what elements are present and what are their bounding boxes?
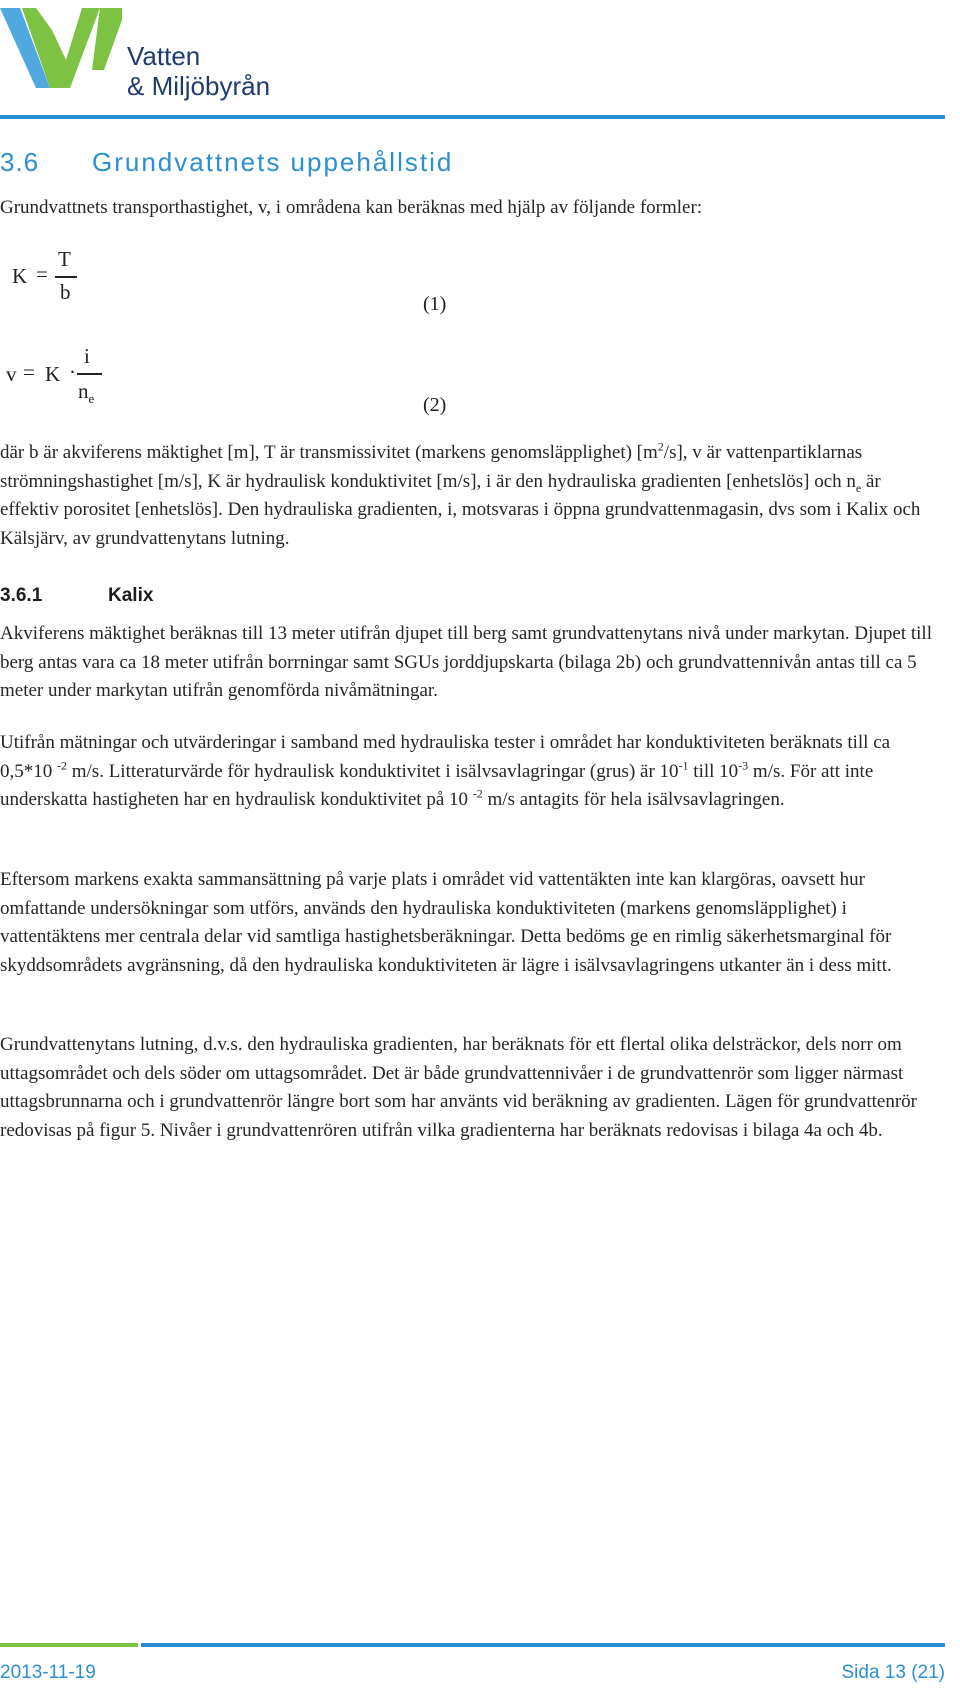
definition-text-2: /s], v är vattenpartiklarnas strömningshastighet [m/s], K är hydraulisk konduktivitet [m/s], i är den hydrauliska gradienten [enhetslös] och n: [0, 442, 863, 492]
section-heading: [0, 147, 453, 178]
formula-2-den-sub: e: [88, 391, 95, 407]
definition-sup-1: 2: [657, 439, 664, 454]
section-number: 3.6: [0, 147, 40, 177]
formula-1-fraction-bar: [55, 276, 77, 278]
logo-wordmark: [127, 41, 270, 101]
header-rule: [0, 115, 945, 119]
company-logo: [0, 0, 271, 101]
p2-text-e: m/s antagits för hela isälvsavlagringen.: [482, 789, 785, 810]
subsection-title: Kalix: [108, 585, 154, 606]
formula-2-den-base: n: [78, 379, 89, 403]
logo-mark-icon: [0, 0, 130, 100]
formula-1-lhs: K: [12, 264, 28, 288]
logo-line-1: Vatten: [127, 41, 201, 71]
p2-text-d: m/s. För att inte underskatta hastigheten har en hydraulisk konduktivitet på 10: [0, 760, 874, 810]
formula-2-fraction-bar: [77, 373, 102, 375]
paragraph-gradient: Grundvattenytans lutning, d.v.s. den hydrauliska gradienten, har beräknats för ett flertal olika delsträckor, dels norr om uttagsområdet och dels söder om uttagsområdet. Det är både grundvattennivåer i de grundvattenrör som ligger närmast uttagsbrunnarna och i grundvattenrör längre bort som har använts vid beräkning av gradienten. Lägen för grundvattenrör redovisas på figur 5. Nivåer i grundvattenrören utifrån vilka gradienterna har beräknats redovisas i bilaga 4a och 4b.: [0, 1034, 917, 1141]
formula-2-lhs: v: [6, 362, 17, 386]
formula-1-number: (1): [423, 293, 447, 315]
paragraph-soil-composition: Eftersom markens exakta sammansättning på varje plats i området vid vattentäkten inte kan klargöras, oavsett hur omfattande undersökningar som utförs, används den hydrauliska konduktiviteten (markens genomsläpplighet) i vattentäktens mer centrala delar vid samtliga hastighetsberäkningar. Detta bedöms ge en rimlig säkerhetsmarginal för skyddsområdets avgränsning, då den hydrauliska konduktiviteten är lägre i isälvsavlagringens utkanter än i dess mitt.: [0, 869, 892, 976]
formula-2-number: (2): [423, 394, 447, 416]
footer-page-number: Sida 13 (21): [841, 1662, 945, 1683]
definition-paragraph: [0, 439, 940, 553]
formula-2-denominator: [78, 379, 95, 407]
paragraph-conductivity: [0, 729, 940, 815]
formula-2-dot: ·: [69, 360, 76, 384]
formula-1-denominator: b: [60, 280, 71, 304]
definition-text-3: är effektiv porositet [enhetslös]. Den hydrauliska gradienten, i, motsvaras i öppna grundvattenmagasin, dvs som i Kalix och Kälsjärv, av grundvattenytans lutning.: [0, 470, 921, 549]
footer-date: 2013-11-19: [0, 1662, 96, 1683]
p2-sup-b: -1: [678, 758, 689, 773]
formula-1-numerator: T: [58, 247, 71, 271]
formula-1-equals: =: [36, 262, 48, 286]
section-title: Grundvattnets uppehållstid: [92, 147, 454, 177]
formula-2-numerator: i: [84, 344, 90, 368]
footer-rule-left: [0, 1643, 138, 1647]
subsection-heading: [0, 585, 153, 607]
p2-sup-c: -3: [738, 758, 749, 773]
paragraph-aquifer: Akviferens mäktighet beräknas till 13 meter utifrån djupet till berg samt grundvattenytans nivå under markytan. Djupet till berg antas vara ca 18 meter utifrån borrningar samt SGUs jorddjupskarta (bilaga 2b) och grundvattennivån antas till ca 5 meter under markytan utifrån genomförda nivåmätningar.: [0, 623, 932, 701]
p2-text-c: till 10: [688, 760, 739, 782]
definition-text-1: där b är akviferens mäktighet [m], T är transmissivitet (markens genomsläpplighet) [m: [0, 442, 658, 463]
footer-rule-right: [141, 1643, 945, 1647]
p2-sup-d: -2: [472, 786, 483, 801]
logo-line-2: & Miljöbyrån: [127, 71, 271, 101]
subsection-number: 3.6.1: [0, 585, 43, 606]
formula-2-equals: =: [23, 360, 35, 384]
definition-sub-1: e: [855, 480, 862, 495]
intro-paragraph: Grundvattnets transporthastighet, v, i områdena kan beräknas med hjälp av följande formler:: [0, 197, 703, 218]
p2-text-b: m/s. Litteraturvärde för hydraulisk konduktivitet i isälvsavlagringar (grus) är 10: [67, 760, 679, 782]
formula-2-factor: K: [45, 362, 61, 386]
p2-text-a: Utifrån mätningar och utvärderingar i samband med hydrauliska tester i området har konduktiviteten beräknats till ca 0,5*10: [0, 732, 891, 782]
p2-sup-a: -2: [57, 758, 67, 773]
